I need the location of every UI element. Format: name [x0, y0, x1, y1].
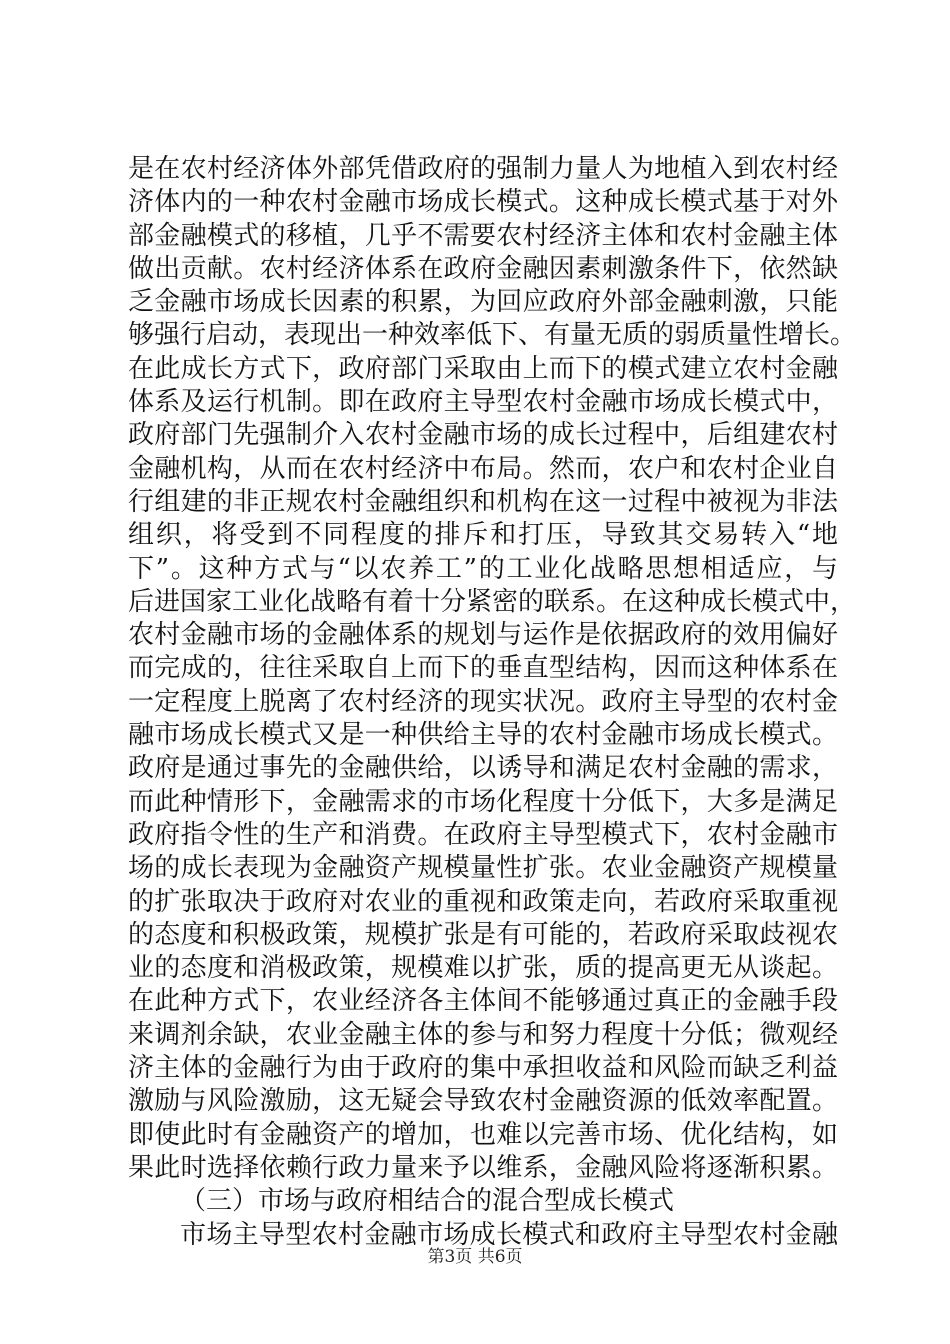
- text-line: 组织，将受到不同程度的排斥和打压，导致其交易转入“地: [128, 520, 838, 551]
- text-line: 行组建的非正规农村金融组织和机构在这一过程中被视为非法: [128, 486, 838, 517]
- text-line: 政府指令性的生产和消费。在政府主导型模式下，农村金融市: [128, 819, 838, 850]
- text-line: 一定程度上脱离了农村经济的现实状况。政府主导型的农村金: [128, 686, 838, 717]
- text-line: 下”。这种方式与“以农养工”的工业化战略思想相适应，与: [128, 553, 838, 584]
- document-body: [128, 153, 857, 1252]
- text-line: 融市场成长模式又是一种供给主导的农村金融市场成长模式。: [128, 720, 838, 751]
- text-line: 乏金融市场成长因素的积累，为回应政府外部金融刺激，只能: [128, 287, 838, 318]
- text-line: 够强行启动，表现出一种效率低下、有量无质的弱质量性增长。: [128, 320, 857, 351]
- text-line: 而完成的，往往采取自上而下的垂直型结构，因而这种体系在: [128, 653, 838, 684]
- section-heading: （三）市场与政府相结合的混合型成长模式: [180, 1186, 675, 1217]
- text-line: 政府是通过事先的金融供给，以诱导和满足农村金融的需求，: [128, 753, 838, 784]
- text-line: 激励与风险激励，这无疑会导致农村金融资源的低效率配置。: [128, 1086, 838, 1117]
- text-line: 金融机构，从而在农村经济中布局。然而，农户和农村企业自: [128, 453, 838, 484]
- paragraph-start-line: 市场主导型农村金融市场成长模式和政府主导型农村金融: [180, 1219, 838, 1250]
- text-line: 做出贡献。农村经济体系在政府金融因素刺激条件下，依然缺: [128, 253, 838, 284]
- text-line: 来调剂余缺，农业金融主体的参与和努力程度十分低；微观经: [128, 1019, 838, 1050]
- text-line: 场的成长表现为金融资产规模量性扩张。农业金融资产规模量: [128, 853, 838, 884]
- text-line: 后进国家工业化战略有着十分紧密的联系。在这种成长模式中，: [128, 586, 857, 617]
- text-line: 果此时选择依赖行政力量来予以维系，金融风险将逐渐积累。: [128, 1152, 838, 1183]
- text-line: 的态度和积极政策，规模扩张是有可能的，若政府采取歧视农: [128, 919, 838, 950]
- text-line: 业的态度和消极政策，规模难以扩张，质的提高更无从谈起。: [128, 953, 838, 984]
- text-line: 即使此时有金融资产的增加，也难以完善市场、优化结构，如: [128, 1119, 838, 1150]
- page-number: 第3页 共6页: [427, 1247, 523, 1267]
- text-line: 济主体的金融行为由于政府的集中承担收益和风险而缺乏利益: [128, 1053, 838, 1084]
- text-line: 在此种方式下，农业经济各主体间不能够通过真正的金融手段: [128, 986, 838, 1017]
- text-line: 政府部门先强制介入农村金融市场的成长过程中，后组建农村: [128, 420, 838, 451]
- text-line: 体系及运行机制。即在政府主导型农村金融市场成长模式中，: [128, 387, 838, 418]
- text-line: 而此种情形下，金融需求的市场化程度十分低下，大多是满足: [128, 786, 838, 817]
- text-line: 农村金融市场的金融体系的规划与运作是依据政府的效用偏好: [128, 620, 838, 651]
- text-line: 是在农村经济体外部凭借政府的强制力量人为地植入到农村经: [128, 154, 838, 184]
- text-line: 济体内的一种农村金融市场成长模式。这种成长模式基于对外: [128, 187, 838, 218]
- page-footer: [0, 1242, 950, 1267]
- text-line: 的扩张取决于政府对农业的重视和政策走向，若政府采取重视: [128, 886, 838, 917]
- text-line: 部金融模式的移植，几乎不需要农村经济主体和农村金融主体: [128, 220, 838, 251]
- text-line: 在此成长方式下，政府部门采取由上而下的模式建立农村金融: [128, 353, 838, 384]
